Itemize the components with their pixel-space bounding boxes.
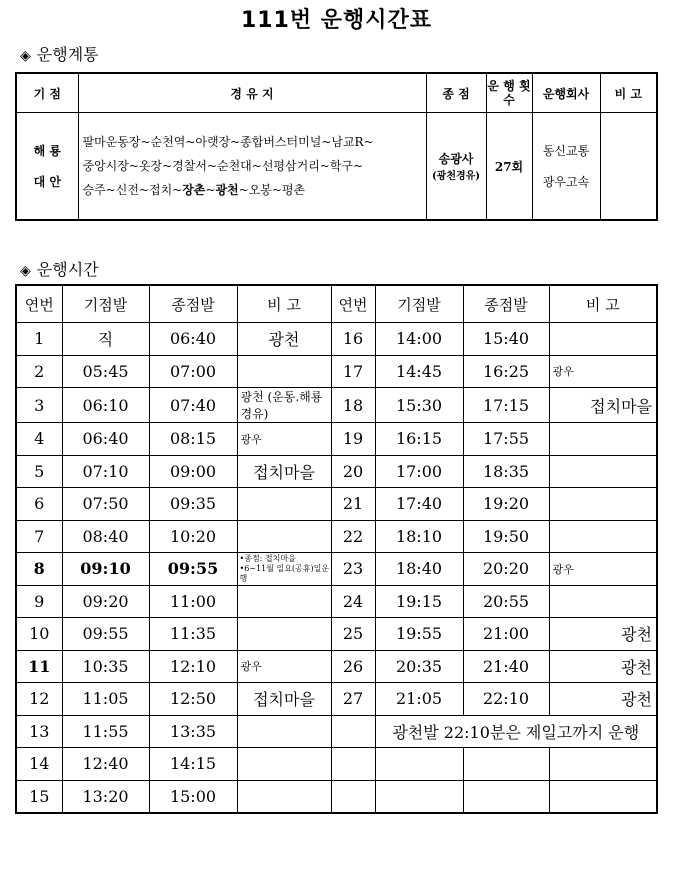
departure-time: 19:55: [375, 618, 463, 651]
header-note: 비 고: [549, 285, 657, 323]
via-line: ~오봉~평촌: [238, 183, 306, 197]
arrival-time: 19:20: [463, 488, 549, 521]
company-line: 동신교통: [542, 144, 590, 158]
table-row: [16, 323, 657, 356]
departure-time: 12:40: [62, 748, 149, 781]
remark-note: [237, 715, 331, 748]
row-number: 27: [331, 683, 375, 716]
row-number: 14: [16, 748, 62, 781]
table-row: [16, 388, 657, 423]
empty-cell: [375, 748, 463, 781]
departure-time: 14:00: [375, 323, 463, 356]
row-number: 17: [331, 355, 375, 388]
terminus-sub: (광천경유): [431, 171, 481, 182]
header-origin: 기 점: [16, 73, 78, 113]
arrival-time: 08:15: [149, 423, 237, 456]
arrival-time: 09:55: [149, 553, 237, 586]
header-dep: 기점발: [62, 285, 149, 323]
arrival-time: 17:55: [463, 423, 549, 456]
remark-note: [237, 618, 331, 651]
arrival-time: 14:15: [149, 748, 237, 781]
arrival-time: 10:20: [149, 520, 237, 553]
table-row: [16, 618, 657, 651]
table-row: [16, 455, 657, 488]
header-dep: 기점발: [375, 285, 463, 323]
remark-cell: [600, 113, 657, 221]
arrival-time: 09:00: [149, 455, 237, 488]
row-number: 22: [331, 520, 375, 553]
table-header-row: [16, 73, 657, 113]
remark-note: [237, 355, 331, 388]
table-row: [16, 650, 657, 683]
header-terminus: 종 점: [426, 73, 486, 113]
remark-note-line: •6~11월 일요(공휴)일운행: [239, 563, 330, 583]
table-row: [16, 553, 657, 586]
diamond-marker-icon: ◈: [20, 263, 31, 279]
company-cell: [532, 113, 600, 221]
arrival-time: 11:00: [149, 585, 237, 618]
remark-note: 광천: [549, 618, 657, 651]
origin-line: 대 안: [33, 175, 61, 189]
departure-time: 11:05: [62, 683, 149, 716]
origin-cell: [16, 113, 78, 221]
diamond-marker-icon: ◈: [20, 48, 31, 64]
empty-cell: [549, 780, 657, 813]
arrival-time: 19:50: [463, 520, 549, 553]
departure-time: 직: [62, 323, 149, 356]
arrival-time: 15:40: [463, 323, 549, 356]
departure-time: 19:15: [375, 585, 463, 618]
header-note: 비 고: [237, 285, 331, 323]
row-number: 1: [16, 323, 62, 356]
arrival-time: 11:35: [149, 618, 237, 651]
arrival-time: 22:10: [463, 683, 549, 716]
route-system-table: [15, 72, 658, 221]
arrival-time: 09:35: [149, 488, 237, 521]
via-line: 승주~신전~접치~: [82, 183, 183, 197]
row-number: 10: [16, 618, 62, 651]
arrival-time: 07:00: [149, 355, 237, 388]
departure-time: 09:10: [62, 553, 149, 586]
terminus-cell: [426, 113, 486, 221]
arrival-time: 21:00: [463, 618, 549, 651]
remark-note: [549, 585, 657, 618]
arrival-time: 20:55: [463, 585, 549, 618]
terminus-main: 송광사: [438, 152, 474, 166]
table-row: [16, 715, 657, 748]
remark-note: 광천: [549, 683, 657, 716]
departure-time: 18:40: [375, 553, 463, 586]
table-row: [16, 780, 657, 813]
remark-note: 광우: [549, 553, 657, 586]
departure-time: 14:45: [375, 355, 463, 388]
header-no: 연번: [331, 285, 375, 323]
empty-cell: [463, 748, 549, 781]
header-via: 경 유 지: [78, 73, 426, 113]
remark-note: [237, 585, 331, 618]
via-line: 팔마운동장~순천역~아랫장~종합버스터미널~남교R~: [82, 135, 374, 149]
departure-time: 07:50: [62, 488, 149, 521]
row-number: 4: [16, 423, 62, 456]
remark-note-line: •종점: 접치마을: [239, 553, 296, 563]
departure-time: 17:40: [375, 488, 463, 521]
row-number: 24: [331, 585, 375, 618]
table-header-row: [16, 285, 657, 323]
table-row: [16, 683, 657, 716]
departure-time: 09:20: [62, 585, 149, 618]
arrival-time: 12:50: [149, 683, 237, 716]
remark-note: [549, 323, 657, 356]
section-schedule: [20, 257, 99, 280]
departure-time: 13:20: [62, 780, 149, 813]
row-number: 16: [331, 323, 375, 356]
row-number: 12: [16, 683, 62, 716]
row-number: 15: [16, 780, 62, 813]
row-number: 6: [16, 488, 62, 521]
header-count: 운 행 횟 수: [486, 73, 532, 113]
footnote: 광천발 22:10분은 제일고까지 운행: [375, 715, 657, 748]
departure-time: 17:00: [375, 455, 463, 488]
arrival-time: 06:40: [149, 323, 237, 356]
arrival-time: 17:15: [463, 388, 549, 423]
row-number: 2: [16, 355, 62, 388]
departure-time: 21:05: [375, 683, 463, 716]
row-number: 23: [331, 553, 375, 586]
departure-time: 16:15: [375, 423, 463, 456]
remark-note: 광우: [549, 355, 657, 388]
arrival-time: 15:00: [149, 780, 237, 813]
departure-time: 15:30: [375, 388, 463, 423]
remark-note: 접치마을: [237, 683, 331, 716]
section-label: 운행계통: [36, 45, 99, 64]
remark-note: [549, 455, 657, 488]
empty-cell: [331, 748, 375, 781]
remark-note: [237, 780, 331, 813]
header-company: 운행회사: [532, 73, 600, 113]
row-number: 13: [16, 715, 62, 748]
departure-time: 07:10: [62, 455, 149, 488]
row-number: 18: [331, 388, 375, 423]
arrival-time: 18:35: [463, 455, 549, 488]
section-label: 운행시간: [36, 260, 99, 279]
row-number: 5: [16, 455, 62, 488]
empty-cell: [463, 780, 549, 813]
row-number: 9: [16, 585, 62, 618]
departure-time: 18:10: [375, 520, 463, 553]
row-number: 26: [331, 650, 375, 683]
schedule-table: [15, 284, 658, 814]
via-separator: ~: [205, 183, 216, 197]
row-number: 3: [16, 388, 62, 423]
remark-note: 광천: [549, 650, 657, 683]
row-number: 8: [16, 553, 62, 586]
empty-cell: [331, 780, 375, 813]
arrival-time: 12:10: [149, 650, 237, 683]
remark-note: 광우: [237, 423, 331, 456]
via-stop-highlight: 장촌: [182, 183, 206, 197]
remark-note: [237, 748, 331, 781]
company-line: 광우고속: [542, 175, 590, 189]
departure-time: 06:10: [62, 388, 149, 423]
remark-note: [549, 423, 657, 456]
departure-time: 08:40: [62, 520, 149, 553]
remark-note: 접치마을: [237, 455, 331, 488]
arrival-time: 13:35: [149, 715, 237, 748]
remark-note: 광천 (운동.해룡경유): [237, 388, 331, 423]
table-row: [16, 488, 657, 521]
remark-note: [237, 488, 331, 521]
departure-time: 20:35: [375, 650, 463, 683]
departure-time: 09:55: [62, 618, 149, 651]
table-row: [16, 585, 657, 618]
table-row: [16, 355, 657, 388]
departure-time: 05:45: [62, 355, 149, 388]
remark-note: 접치마을: [549, 388, 657, 423]
arrival-time: 16:25: [463, 355, 549, 388]
remark-note: [549, 520, 657, 553]
departure-time: 11:55: [62, 715, 149, 748]
header-arr: 종점발: [463, 285, 549, 323]
empty-cell: [549, 748, 657, 781]
table-row: [16, 113, 657, 221]
header-remark: 비 고: [600, 73, 657, 113]
arrival-time: 20:20: [463, 553, 549, 586]
table-row: [16, 748, 657, 781]
remark-note: 광천: [237, 323, 331, 356]
remark-note: [237, 520, 331, 553]
page-title: 111번 운행시간표: [240, 8, 433, 33]
arrival-time: 21:40: [463, 650, 549, 683]
remark-note: 광우: [237, 650, 331, 683]
origin-line: 해 룡: [33, 144, 61, 158]
empty-cell: [375, 780, 463, 813]
via-line: 중앙시장~옷장~경찰서~순천대~선평삼거리~학구~: [82, 159, 364, 173]
arrival-time: 07:40: [149, 388, 237, 423]
row-number: 20: [331, 455, 375, 488]
header-arr: 종점발: [149, 285, 237, 323]
empty-cell: [331, 715, 375, 748]
remark-note: [549, 488, 657, 521]
section-route-system: [20, 42, 99, 65]
row-number: 25: [331, 618, 375, 651]
row-number: 7: [16, 520, 62, 553]
row-number: 21: [331, 488, 375, 521]
table-row: [16, 520, 657, 553]
table-row: [16, 423, 657, 456]
count-cell: 27회: [486, 113, 532, 221]
remark-note: [237, 553, 331, 586]
row-number: 11: [16, 650, 62, 683]
via-cell: [78, 113, 426, 221]
row-number: 19: [331, 423, 375, 456]
header-no: 연번: [16, 285, 62, 323]
departure-time: 06:40: [62, 423, 149, 456]
via-stop-highlight: 광천: [215, 183, 239, 197]
departure-time: 10:35: [62, 650, 149, 683]
